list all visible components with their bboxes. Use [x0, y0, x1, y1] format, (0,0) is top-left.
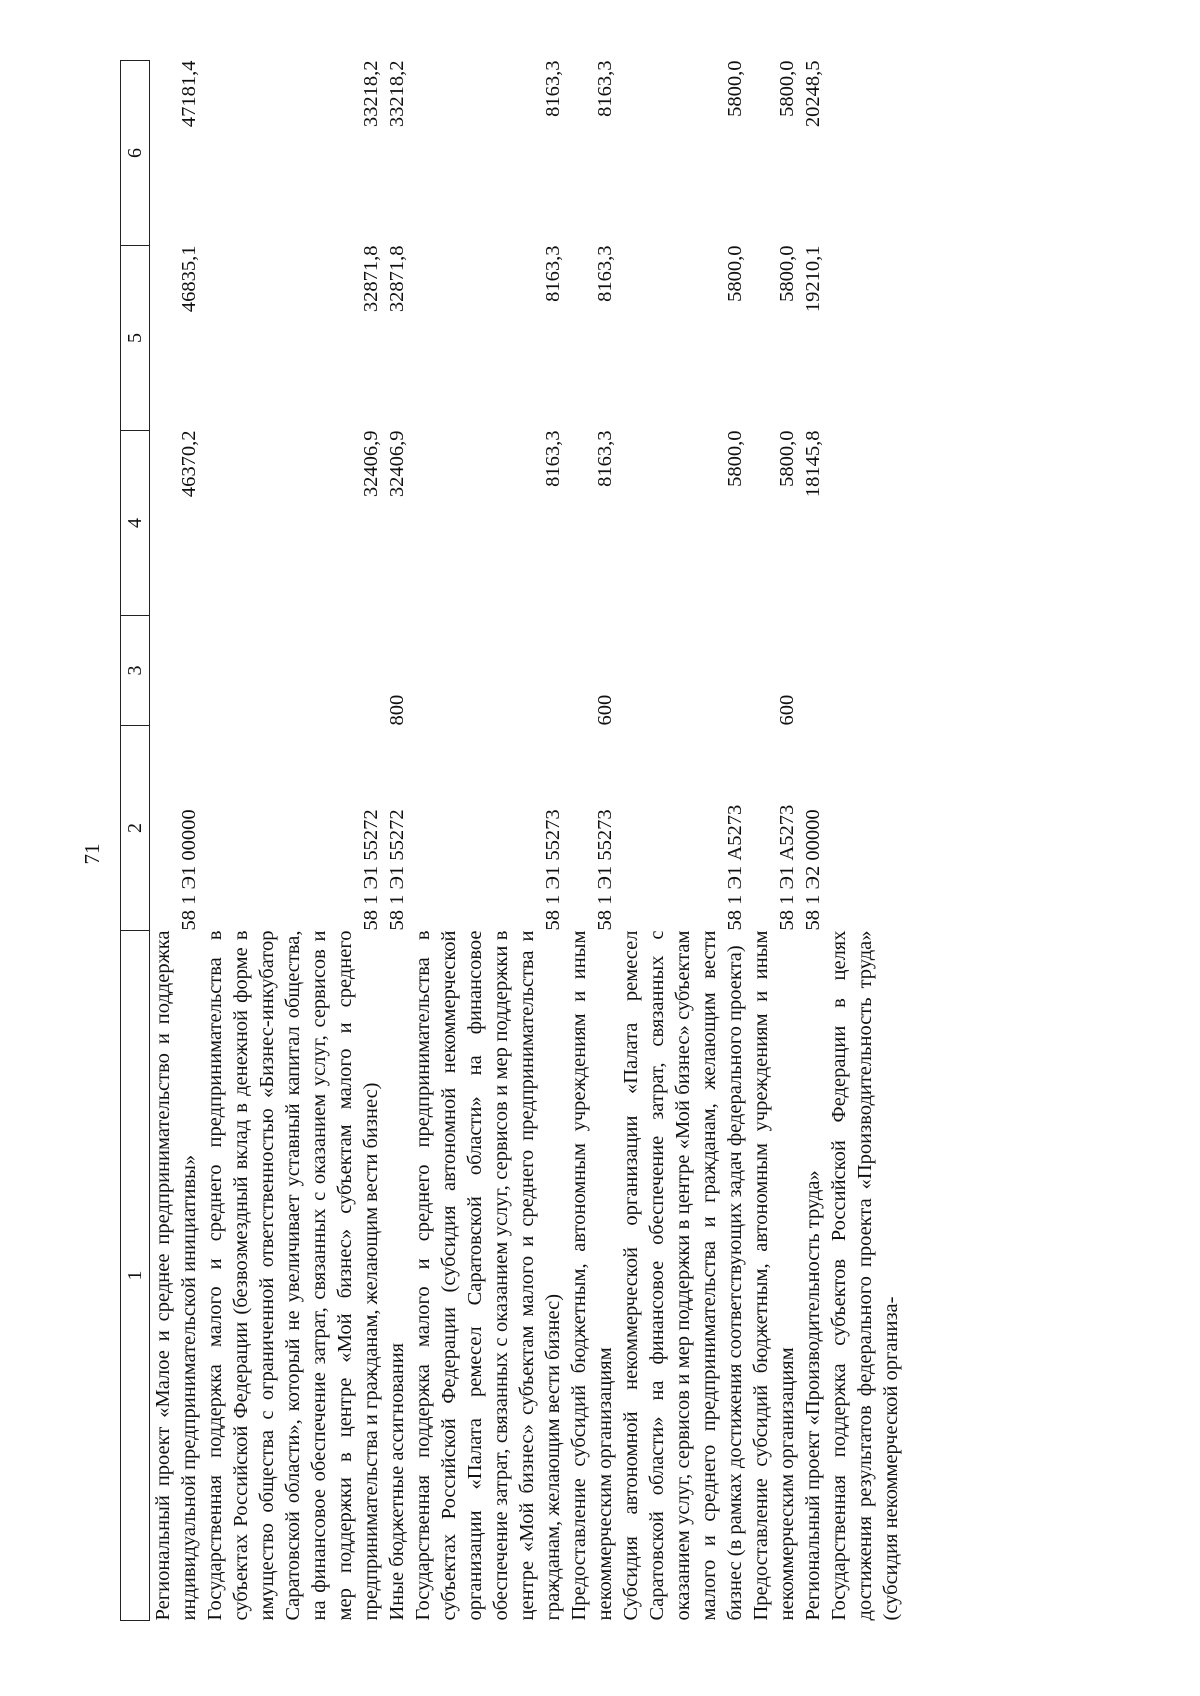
cell-name: Предоставление субсидий бюджетным, автономным учреждениям и иным некоммерческим организациям	[750, 930, 798, 1621]
cell-value-5	[826, 246, 904, 431]
column-header-1: 1	[121, 931, 150, 1621]
cell-expense-type	[410, 616, 566, 726]
cell-name: Региональный проект «Малое и среднее предпринимательство и поддержка индивидуальной предпринимательской инициативы»	[152, 930, 200, 1621]
cell-code: 58 1 Э1 55273	[594, 809, 616, 931]
cell-name: Предоставление субсидий бюджетным, автономным учреждениям и иным некоммерческим организациям	[568, 930, 616, 1621]
column-header-3: 3	[121, 616, 150, 726]
page-number: 71	[80, 843, 104, 865]
table-row	[748, 61, 800, 1621]
cell-code	[826, 726, 904, 931]
cell-value-6: 8163,3	[542, 60, 564, 117]
cell-value-5: 8163,3	[594, 245, 616, 302]
cell-value-5: 46835,1	[178, 245, 200, 313]
cell-value-5: 32871,8	[360, 245, 382, 313]
cell-value-4: 32406,9	[386, 430, 408, 498]
cell-value-5: 8163,3	[542, 245, 564, 302]
cell-name: Региональный проект «Производительность труда»	[802, 1170, 824, 1621]
table-row	[202, 61, 384, 1621]
cell-value-4: 46370,2	[178, 430, 200, 498]
budget-table	[120, 60, 904, 1621]
table-row	[566, 61, 618, 1621]
cell-name: Государственная поддержка малого и среднего предпринимательства в субъектах Российской Федерации (субсидия автономной некоммерческой организации «Палата ремесел Саратовской области» на финансовое обеспечение затрат, связанных с оказанием услуг, сервисов и мер поддержки в центре «Мой бизнес» субъектам малого и среднего предпринимательства и гражданам, желающим вести бизнес)	[412, 930, 564, 1621]
cell-value-4: 8163,3	[542, 430, 564, 487]
table-row	[384, 61, 410, 1621]
cell-code: 58 1 Э1 55272	[360, 809, 382, 931]
cell-code: 58 1 Э2 00000	[802, 809, 824, 931]
cell-expense-type	[150, 616, 203, 726]
column-header-2: 2	[121, 726, 150, 931]
cell-value-6: 5800,0	[776, 60, 798, 117]
cell-value-5: 5800,0	[776, 245, 798, 302]
cell-value-6: 20248,5	[802, 60, 824, 128]
cell-code: 58 1 Э1 55272	[386, 809, 408, 931]
cell-expense-type: 600	[776, 694, 798, 726]
cell-value-5: 32871,8	[386, 245, 408, 313]
cell-value-4: 32406,9	[360, 430, 382, 498]
cell-expense-type	[800, 616, 826, 726]
cell-value-4: 5800,0	[776, 430, 798, 487]
cell-value-5: 5800,0	[724, 245, 746, 302]
cell-expense-type	[826, 616, 904, 726]
cell-value-6: 33218,2	[386, 60, 408, 128]
cell-name: Государственная поддержка субъектов Российской Федерации в целях достижения результатов федерального проекта «Производительность труда» (субсидия некоммерческой организа-	[828, 930, 902, 1621]
column-header-4: 4	[121, 431, 150, 616]
table-row	[800, 61, 826, 1621]
column-header-6: 6	[121, 61, 150, 246]
cell-name: Государственная поддержка малого и среднего предпринимательства в субъектах Российской Федерации (безвозмездный вклад в денежной форме в имущество общества с ограниченной ответственностью «Бизнес-инкубатор Саратовской области», который не увеличивает уставный капитал общества, на финансовое обеспечение затрат, связанных с оказанием услуг, сервисов и мер поддержки в центре «Мой бизнес» субъектам малого и среднего предпринимательства и гражданам, желающим вести бизнес)	[204, 930, 382, 1621]
cell-code: 58 1 Э1 00000	[178, 809, 200, 931]
cell-code: 58 1 Э1 А5273	[776, 804, 798, 931]
cell-value-6: 33218,2	[360, 60, 382, 128]
cell-value-4: 18145,8	[802, 430, 824, 498]
cell-expense-type	[202, 616, 384, 726]
cell-value-4	[826, 431, 904, 616]
column-header-5: 5	[121, 246, 150, 431]
cell-value-4: 5800,0	[724, 430, 746, 487]
cell-name: Субсидия автономной некоммерческой организации «Палата ремесел Саратовской области» на финансовое обеспечение затрат, связанных с оказанием услуг, сервисов и мер поддержки в центре «Мой бизнес» субъектам малого и среднего предпринимательства и гражданам, желающим вести бизнес (в рамках достижения соответствующих задач федерального проекта)	[620, 930, 746, 1621]
cell-value-6: 8163,3	[594, 60, 616, 117]
cell-expense-type: 600	[594, 694, 616, 726]
cell-code: 58 1 Э1 55273	[542, 809, 564, 931]
table-row	[150, 61, 203, 1621]
cell-name: Иные бюджетные ассигнования	[386, 1342, 408, 1621]
cell-value-6	[826, 61, 904, 246]
table-row	[826, 61, 904, 1621]
cell-value-6: 47181,4	[178, 60, 200, 128]
cell-value-6: 5800,0	[724, 60, 746, 117]
table-header-row	[121, 61, 150, 1621]
cell-code: 58 1 Э1 А5273	[724, 804, 746, 931]
cell-value-4: 8163,3	[594, 430, 616, 487]
cell-expense-type	[618, 616, 748, 726]
cell-value-5: 19210,1	[802, 245, 824, 313]
table-row	[618, 61, 748, 1621]
cell-expense-type: 800	[386, 694, 408, 726]
table-row	[410, 61, 566, 1621]
